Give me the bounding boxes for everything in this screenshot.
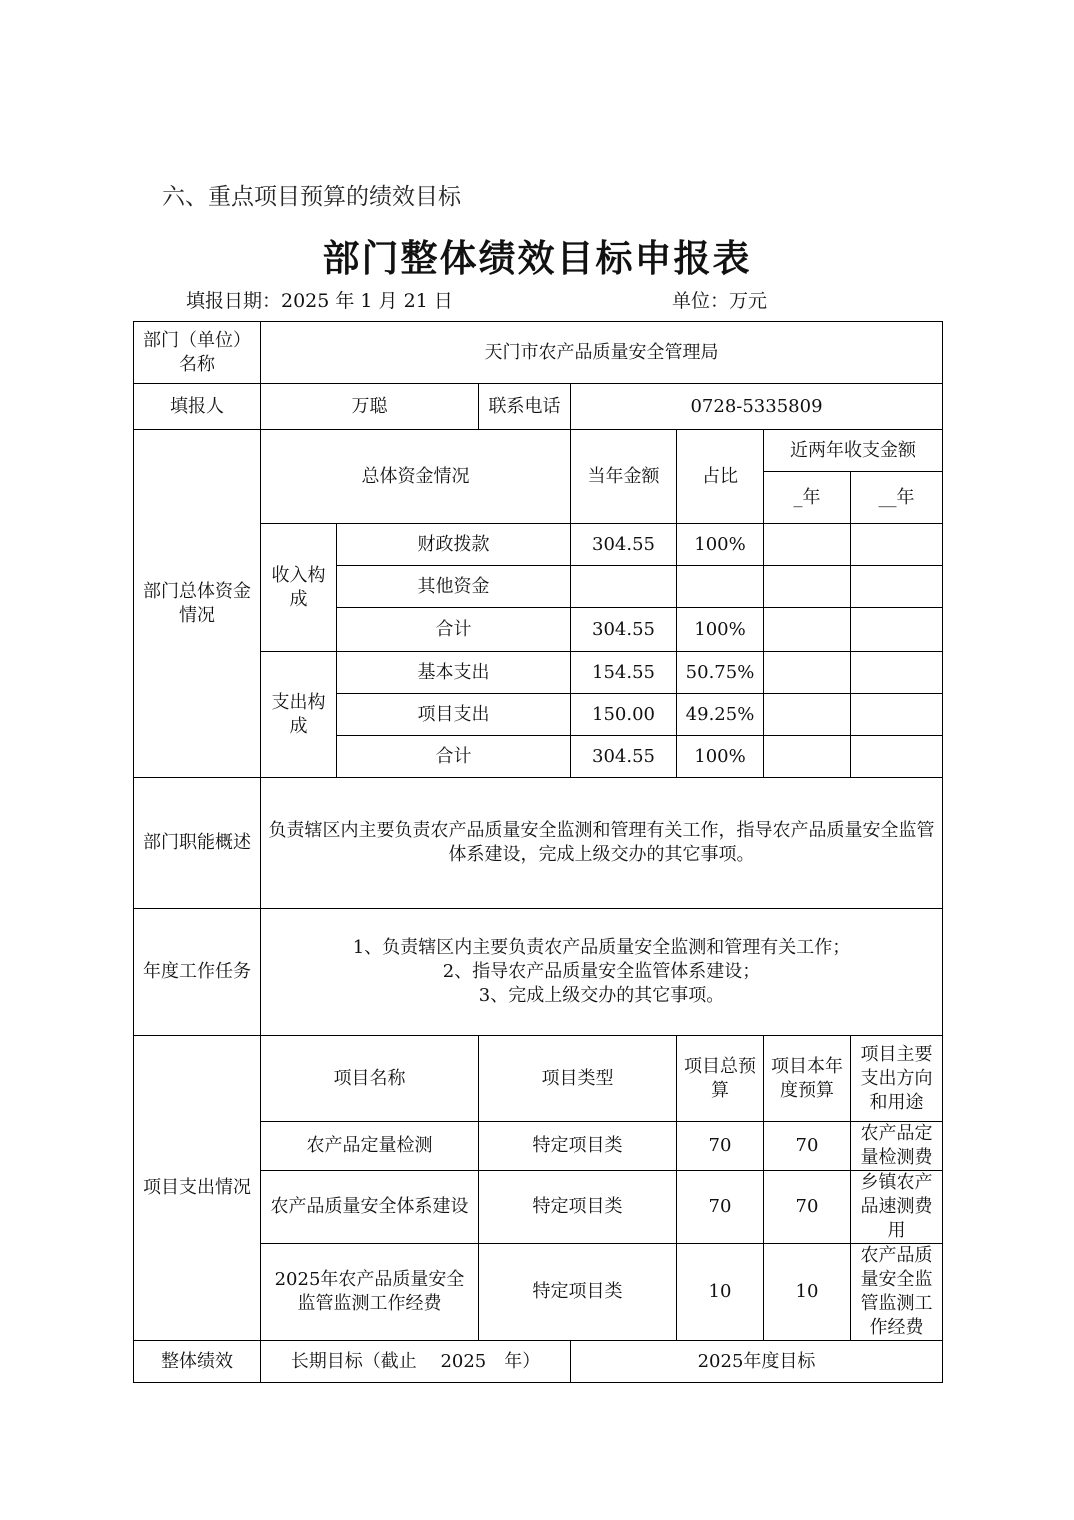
col-project-purpose: 项目主要支出方向和用途 xyxy=(851,1036,943,1122)
col-project-annual: 项目本年度预算 xyxy=(764,1036,851,1122)
projects-label: 项目支出情况 xyxy=(134,1036,261,1341)
project-name: 农产品定量检测 xyxy=(261,1122,479,1171)
row-amount: 150.00 xyxy=(571,694,677,736)
form-title: 部门整体绩效目标申报表 xyxy=(322,237,752,280)
filler-label: 填报人 xyxy=(134,384,261,430)
row-year1 xyxy=(764,652,851,694)
project-type: 特定项目类 xyxy=(479,1171,677,1244)
fill-date: 填报日期：2025 年 1 月 21 日 xyxy=(186,290,453,312)
row-year2 xyxy=(851,524,943,566)
function-label: 部门职能概述 xyxy=(134,778,261,909)
row-name: 基本支出 xyxy=(337,652,571,694)
row-amount: 304.55 xyxy=(571,736,677,778)
performance-label: 整体绩效 xyxy=(134,1341,261,1383)
task-item: 3、完成上级交办的其它事项。 xyxy=(478,985,725,1006)
row-year2 xyxy=(851,566,943,608)
project-name: 农产品质量安全体系建设 xyxy=(261,1171,479,1244)
row-year2 xyxy=(851,652,943,694)
expense-label: 支出构成 xyxy=(261,652,337,778)
row-year1 xyxy=(764,694,851,736)
project-purpose: 农产品定量检测费 xyxy=(851,1122,943,1171)
row-amount: 304.55 xyxy=(571,608,677,652)
project-total: 70 xyxy=(677,1122,764,1171)
row-year2 xyxy=(851,694,943,736)
row-ratio: 100% xyxy=(677,524,764,566)
row-name: 合计 xyxy=(337,608,571,652)
col-recent: 近两年收支金额 xyxy=(764,430,943,472)
row-year1 xyxy=(764,524,851,566)
row-ratio xyxy=(677,566,764,608)
row-ratio: 49.25% xyxy=(677,694,764,736)
project-annual: 10 xyxy=(764,1244,851,1341)
income-label: 收入构成 xyxy=(261,524,337,652)
row-year2 xyxy=(851,608,943,652)
col-project-name: 项目名称 xyxy=(261,1036,479,1122)
row-name: 其他资金 xyxy=(337,566,571,608)
task-item: 2、指导农产品质量安全监管体系建设； xyxy=(442,961,761,982)
project-purpose: 乡镇农产品速测费用 xyxy=(851,1171,943,1244)
col-ratio: 占比 xyxy=(677,430,764,524)
funds-section-label: 部门总体资金情况 xyxy=(134,430,261,778)
project-type: 特定项目类 xyxy=(479,1244,677,1341)
project-type: 特定项目类 xyxy=(479,1122,677,1171)
row-name: 合计 xyxy=(337,736,571,778)
filler-value: 万聪 xyxy=(261,384,479,430)
dept-name-label: 部门（单位）名称 xyxy=(134,322,261,384)
tasks-label: 年度工作任务 xyxy=(134,909,261,1036)
row-amount: 154.55 xyxy=(571,652,677,694)
row-name: 财政拨款 xyxy=(337,524,571,566)
row-ratio: 50.75% xyxy=(677,652,764,694)
section-title: 六、重点项目预算的绩效目标 xyxy=(162,184,461,210)
col-project-total: 项目总预算 xyxy=(677,1036,764,1122)
row-amount xyxy=(571,566,677,608)
overall-funds-label: 总体资金情况 xyxy=(261,430,571,524)
col-year2: __年 xyxy=(851,472,943,524)
row-amount: 304.55 xyxy=(571,524,677,566)
unit-label: 单位：万元 xyxy=(672,290,768,312)
row-year1 xyxy=(764,736,851,778)
project-annual: 70 xyxy=(764,1122,851,1171)
performance-target-table xyxy=(133,321,943,1383)
row-name: 项目支出 xyxy=(337,694,571,736)
row-year1 xyxy=(764,566,851,608)
phone-value: 0728-5335809 xyxy=(571,384,943,430)
annual-goal: 2025年度目标 xyxy=(571,1341,943,1383)
row-ratio: 100% xyxy=(677,608,764,652)
task-item: 1、负责辖区内主要负责农产品质量安全监测和管理有关工作； xyxy=(352,937,851,958)
col-year1: _年 xyxy=(764,472,851,524)
col-amount: 当年金额 xyxy=(571,430,677,524)
row-year1 xyxy=(764,608,851,652)
project-annual: 70 xyxy=(764,1171,851,1244)
project-purpose: 农产品质量安全监管监测工作经费 xyxy=(851,1244,943,1341)
col-project-type: 项目类型 xyxy=(479,1036,677,1122)
tasks-list xyxy=(261,909,943,1036)
row-year2 xyxy=(851,736,943,778)
project-total: 10 xyxy=(677,1244,764,1341)
project-total: 70 xyxy=(677,1171,764,1244)
project-name: 2025年农产品质量安全监管监测工作经费 xyxy=(261,1244,479,1341)
long-term-goal: 长期目标（截止 2025 年） xyxy=(261,1341,571,1383)
phone-label: 联系电话 xyxy=(479,384,571,430)
row-ratio: 100% xyxy=(677,736,764,778)
dept-name-value: 天门市农产品质量安全管理局 xyxy=(261,322,943,384)
function-text: 负责辖区内主要负责农产品质量安全监测和管理有关工作，指导农产品质量安全监管体系建设，完成上级交办的其它事项。 xyxy=(261,778,943,909)
